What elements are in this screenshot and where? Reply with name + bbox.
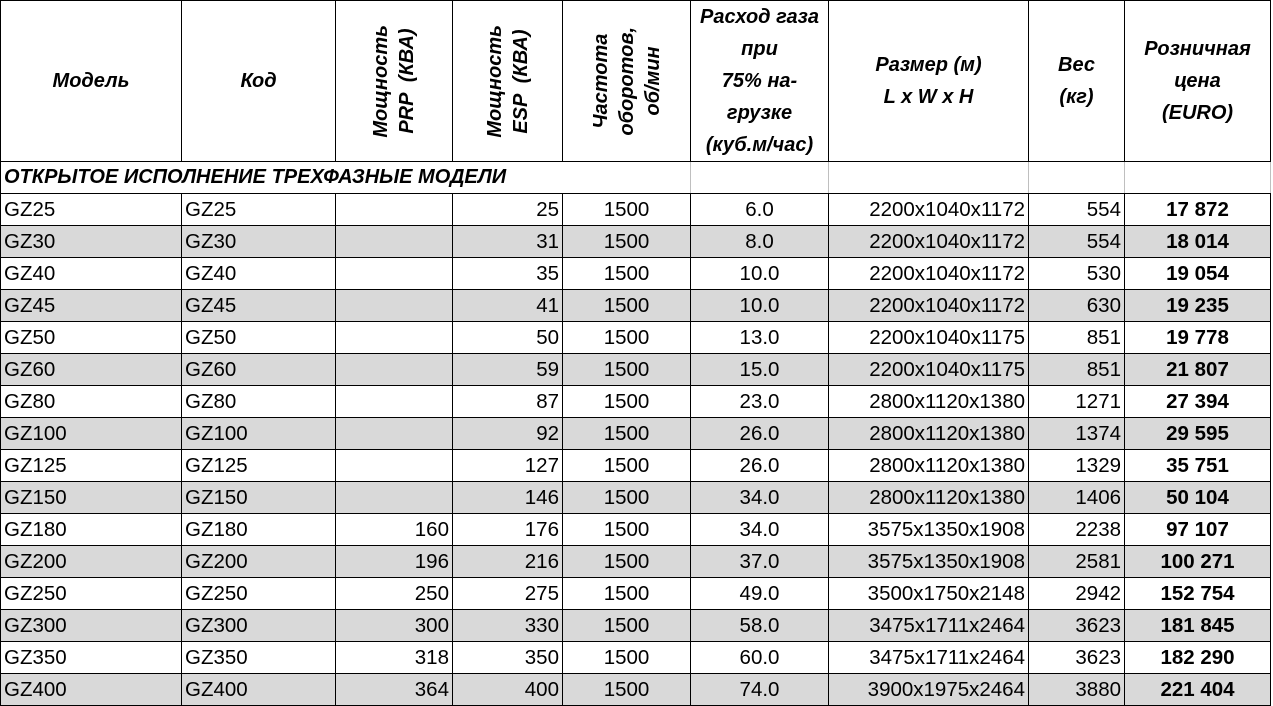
cell-price: 19 778 bbox=[1125, 322, 1271, 354]
section-spacer bbox=[1029, 162, 1125, 194]
cell-model: GZ40 bbox=[1, 258, 182, 290]
cell-gas: 23.0 bbox=[691, 386, 829, 418]
cell-code: GZ50 bbox=[182, 322, 336, 354]
cell-rpm: 1500 bbox=[563, 322, 691, 354]
cell-esp: 59 bbox=[453, 354, 563, 386]
cell-size: 3475x1711x2464 bbox=[829, 642, 1029, 674]
cell-gas: 10.0 bbox=[691, 290, 829, 322]
cell-price: 18 014 bbox=[1125, 226, 1271, 258]
cell-size: 3500x1750x2148 bbox=[829, 578, 1029, 610]
cell-size: 2800x1120x1380 bbox=[829, 386, 1029, 418]
cell-esp: 50 bbox=[453, 322, 563, 354]
cell-price: 29 595 bbox=[1125, 418, 1271, 450]
cell-weight: 3623 bbox=[1029, 610, 1125, 642]
cell-prp bbox=[336, 418, 453, 450]
cell-rpm: 1500 bbox=[563, 450, 691, 482]
cell-rpm: 1500 bbox=[563, 578, 691, 610]
cell-model: GZ180 bbox=[1, 514, 182, 546]
cell-rpm: 1500 bbox=[563, 194, 691, 226]
cell-model: GZ100 bbox=[1, 418, 182, 450]
cell-size: 2200x1040x1172 bbox=[829, 290, 1029, 322]
cell-prp bbox=[336, 450, 453, 482]
cell-weight: 3623 bbox=[1029, 642, 1125, 674]
table-row bbox=[1, 578, 1271, 610]
cell-size: 2800x1120x1380 bbox=[829, 450, 1029, 482]
cell-code: GZ150 bbox=[182, 482, 336, 514]
cell-code: GZ60 bbox=[182, 354, 336, 386]
cell-size: 2200x1040x1172 bbox=[829, 226, 1029, 258]
cell-esp: 25 bbox=[453, 194, 563, 226]
cell-prp bbox=[336, 482, 453, 514]
cell-weight: 851 bbox=[1029, 354, 1125, 386]
table-row bbox=[1, 642, 1271, 674]
header-prp: Мощность PRP (КВА) bbox=[336, 1, 453, 162]
cell-price: 182 290 bbox=[1125, 642, 1271, 674]
cell-model: GZ250 bbox=[1, 578, 182, 610]
cell-price: 221 404 bbox=[1125, 674, 1271, 706]
table-row bbox=[1, 546, 1271, 578]
cell-weight: 2238 bbox=[1029, 514, 1125, 546]
table-row bbox=[1, 450, 1271, 482]
cell-gas: 34.0 bbox=[691, 482, 829, 514]
cell-price: 19 235 bbox=[1125, 290, 1271, 322]
cell-gas: 58.0 bbox=[691, 610, 829, 642]
cell-rpm: 1500 bbox=[563, 610, 691, 642]
cell-prp bbox=[336, 322, 453, 354]
cell-size: 3900x1975x2464 bbox=[829, 674, 1029, 706]
cell-esp: 35 bbox=[453, 258, 563, 290]
cell-gas: 37.0 bbox=[691, 546, 829, 578]
cell-code: GZ125 bbox=[182, 450, 336, 482]
cell-model: GZ45 bbox=[1, 290, 182, 322]
cell-price: 97 107 bbox=[1125, 514, 1271, 546]
table-row bbox=[1, 610, 1271, 642]
cell-code: GZ350 bbox=[182, 642, 336, 674]
cell-model: GZ30 bbox=[1, 226, 182, 258]
cell-weight: 630 bbox=[1029, 290, 1125, 322]
table-row bbox=[1, 194, 1271, 226]
cell-code: GZ25 bbox=[182, 194, 336, 226]
cell-prp bbox=[336, 290, 453, 322]
section-spacer bbox=[691, 162, 829, 194]
cell-weight: 1406 bbox=[1029, 482, 1125, 514]
cell-model: GZ200 bbox=[1, 546, 182, 578]
table-row bbox=[1, 514, 1271, 546]
section-row bbox=[1, 162, 1271, 194]
cell-gas: 26.0 bbox=[691, 450, 829, 482]
cell-model: GZ50 bbox=[1, 322, 182, 354]
cell-model: GZ60 bbox=[1, 354, 182, 386]
cell-rpm: 1500 bbox=[563, 290, 691, 322]
header-esp: Мощность ESP (КВА) bbox=[453, 1, 563, 162]
cell-esp: 216 bbox=[453, 546, 563, 578]
table-row bbox=[1, 290, 1271, 322]
cell-model: GZ300 bbox=[1, 610, 182, 642]
cell-esp: 275 bbox=[453, 578, 563, 610]
cell-size: 2800x1120x1380 bbox=[829, 482, 1029, 514]
cell-esp: 146 bbox=[453, 482, 563, 514]
cell-code: GZ200 bbox=[182, 546, 336, 578]
header-size: Размер (м) L x W x H bbox=[829, 1, 1029, 162]
cell-esp: 31 bbox=[453, 226, 563, 258]
cell-esp: 330 bbox=[453, 610, 563, 642]
cell-rpm: 1500 bbox=[563, 418, 691, 450]
cell-code: GZ100 bbox=[182, 418, 336, 450]
cell-prp: 160 bbox=[336, 514, 453, 546]
cell-size: 3475x1711x2464 bbox=[829, 610, 1029, 642]
cell-weight: 1271 bbox=[1029, 386, 1125, 418]
cell-weight: 1329 bbox=[1029, 450, 1125, 482]
table-row bbox=[1, 482, 1271, 514]
cell-code: GZ30 bbox=[182, 226, 336, 258]
cell-code: GZ250 bbox=[182, 578, 336, 610]
cell-esp: 41 bbox=[453, 290, 563, 322]
cell-weight: 1374 bbox=[1029, 418, 1125, 450]
cell-price: 21 807 bbox=[1125, 354, 1271, 386]
header-gas: Расход газа при 75% на- грузке (куб.м/час) bbox=[691, 1, 829, 162]
cell-size: 2200x1040x1175 bbox=[829, 354, 1029, 386]
cell-esp: 87 bbox=[453, 386, 563, 418]
section-spacer bbox=[829, 162, 1029, 194]
table-row bbox=[1, 322, 1271, 354]
cell-code: GZ400 bbox=[182, 674, 336, 706]
cell-weight: 851 bbox=[1029, 322, 1125, 354]
cell-code: GZ80 bbox=[182, 386, 336, 418]
header-price: Розничная цена (EURO) bbox=[1125, 1, 1271, 162]
cell-gas: 8.0 bbox=[691, 226, 829, 258]
section-spacer bbox=[1125, 162, 1271, 194]
cell-weight: 2942 bbox=[1029, 578, 1125, 610]
cell-size: 3575x1350x1908 bbox=[829, 546, 1029, 578]
cell-price: 152 754 bbox=[1125, 578, 1271, 610]
cell-prp bbox=[336, 194, 453, 226]
cell-weight: 554 bbox=[1029, 226, 1125, 258]
cell-prp bbox=[336, 258, 453, 290]
cell-code: GZ180 bbox=[182, 514, 336, 546]
cell-prp: 196 bbox=[336, 546, 453, 578]
cell-esp: 127 bbox=[453, 450, 563, 482]
cell-gas: 34.0 bbox=[691, 514, 829, 546]
table-row bbox=[1, 674, 1271, 706]
cell-size: 2200x1040x1172 bbox=[829, 258, 1029, 290]
cell-price: 100 271 bbox=[1125, 546, 1271, 578]
cell-rpm: 1500 bbox=[563, 354, 691, 386]
cell-rpm: 1500 bbox=[563, 514, 691, 546]
cell-esp: 92 bbox=[453, 418, 563, 450]
cell-model: GZ400 bbox=[1, 674, 182, 706]
header-model: Модель bbox=[1, 1, 182, 162]
cell-weight: 3880 bbox=[1029, 674, 1125, 706]
cell-prp bbox=[336, 386, 453, 418]
cell-gas: 26.0 bbox=[691, 418, 829, 450]
cell-model: GZ150 bbox=[1, 482, 182, 514]
cell-rpm: 1500 bbox=[563, 482, 691, 514]
cell-rpm: 1500 bbox=[563, 546, 691, 578]
cell-model: GZ350 bbox=[1, 642, 182, 674]
cell-rpm: 1500 bbox=[563, 226, 691, 258]
cell-model: GZ125 bbox=[1, 450, 182, 482]
cell-weight: 2581 bbox=[1029, 546, 1125, 578]
cell-model: GZ80 bbox=[1, 386, 182, 418]
cell-rpm: 1500 bbox=[563, 386, 691, 418]
cell-prp bbox=[336, 226, 453, 258]
cell-prp: 300 bbox=[336, 610, 453, 642]
header-row bbox=[1, 1, 1271, 162]
cell-price: 17 872 bbox=[1125, 194, 1271, 226]
cell-gas: 74.0 bbox=[691, 674, 829, 706]
section-title: ОТКРЫТОЕ ИСПОЛНЕНИЕ ТРЕХФАЗНЫЕ МОДЕЛИ bbox=[1, 162, 691, 194]
cell-gas: 15.0 bbox=[691, 354, 829, 386]
table-body bbox=[1, 162, 1271, 706]
cell-weight: 530 bbox=[1029, 258, 1125, 290]
header-code: Код bbox=[182, 1, 336, 162]
cell-model: GZ25 bbox=[1, 194, 182, 226]
table-row bbox=[1, 258, 1271, 290]
table-row bbox=[1, 386, 1271, 418]
cell-price: 19 054 bbox=[1125, 258, 1271, 290]
cell-gas: 10.0 bbox=[691, 258, 829, 290]
cell-size: 2800x1120x1380 bbox=[829, 418, 1029, 450]
cell-prp: 364 bbox=[336, 674, 453, 706]
cell-prp bbox=[336, 354, 453, 386]
cell-size: 2200x1040x1172 bbox=[829, 194, 1029, 226]
cell-rpm: 1500 bbox=[563, 258, 691, 290]
cell-size: 2200x1040x1175 bbox=[829, 322, 1029, 354]
cell-esp: 176 bbox=[453, 514, 563, 546]
cell-price: 50 104 bbox=[1125, 482, 1271, 514]
cell-weight: 554 bbox=[1029, 194, 1125, 226]
cell-gas: 60.0 bbox=[691, 642, 829, 674]
table-row bbox=[1, 226, 1271, 258]
cell-prp: 250 bbox=[336, 578, 453, 610]
cell-prp: 318 bbox=[336, 642, 453, 674]
cell-code: GZ45 bbox=[182, 290, 336, 322]
cell-esp: 350 bbox=[453, 642, 563, 674]
cell-rpm: 1500 bbox=[563, 642, 691, 674]
cell-code: GZ300 bbox=[182, 610, 336, 642]
cell-code: GZ40 bbox=[182, 258, 336, 290]
header-rpm: Частота оборотов, об/мин bbox=[563, 1, 691, 162]
cell-gas: 6.0 bbox=[691, 194, 829, 226]
cell-price: 27 394 bbox=[1125, 386, 1271, 418]
cell-gas: 49.0 bbox=[691, 578, 829, 610]
cell-size: 3575x1350x1908 bbox=[829, 514, 1029, 546]
cell-rpm: 1500 bbox=[563, 674, 691, 706]
cell-gas: 13.0 bbox=[691, 322, 829, 354]
cell-price: 35 751 bbox=[1125, 450, 1271, 482]
table-row bbox=[1, 354, 1271, 386]
cell-esp: 400 bbox=[453, 674, 563, 706]
header-weight: Вес (кг) bbox=[1029, 1, 1125, 162]
table-row bbox=[1, 418, 1271, 450]
cell-price: 181 845 bbox=[1125, 610, 1271, 642]
